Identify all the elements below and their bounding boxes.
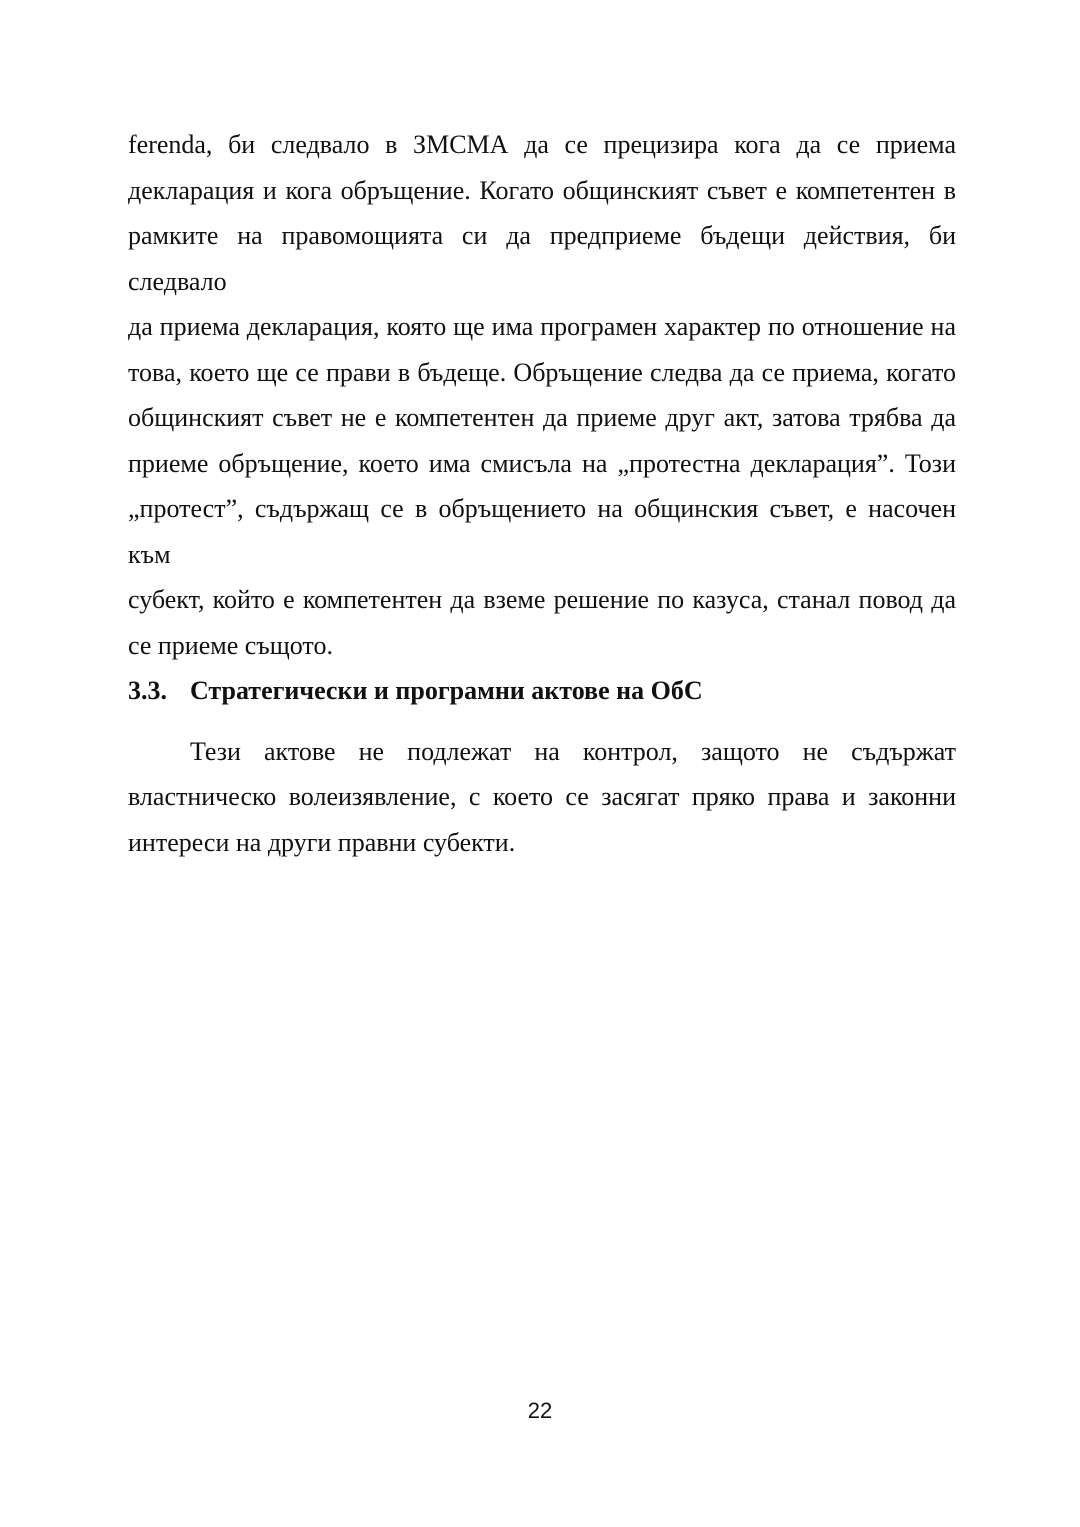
text-line: рамките на правомощията си да предприеме бъдещи действия, би следвало	[128, 221, 956, 296]
section-title: Стратегически и програмни актове на ОбС	[190, 676, 703, 705]
text-line: декларация и кога обръщение. Когато общинският съвет е компетентен в	[128, 175, 956, 205]
text-line: ferenda, би следвало в ЗМСМА да се прецизира кога да се приема	[128, 130, 956, 159]
text-line: да приема декларация, която ще има програмен характер по отношение на	[128, 312, 956, 341]
text-line: субект, който е компетентен да вземе решение по казуса, станал повод да	[128, 585, 956, 614]
page-number: 22	[527, 1398, 553, 1423]
text-line: се приеме същото.	[128, 630, 333, 660]
page-content	[128, 122, 956, 865]
section-number: 3.3.	[128, 676, 167, 705]
text-line: Тези актове не подлежат на контрол, защото не съдържат	[190, 736, 956, 766]
text-line: това, което ще се прави в бъдеще. Обръщение следва да се приема, когато	[128, 357, 956, 387]
text-line: интереси на други правни субекти.	[128, 827, 516, 857]
text-line: общинският съвет не е компетентен да приеме друг акт, затова трябва да	[128, 403, 956, 432]
text-line: приеме обръщение, което има смисъла на „протестна декларация”. Този	[128, 448, 956, 478]
section-heading	[128, 668, 956, 714]
paragraph-continuation	[128, 122, 956, 668]
paragraph-body	[128, 729, 956, 866]
text-line: властническо волеизявление, с което се засягат пряко права и законни	[128, 782, 956, 811]
text-line: „протест”, съдържащ се в обръщението на общинския съвет, е насочен към	[128, 494, 956, 569]
